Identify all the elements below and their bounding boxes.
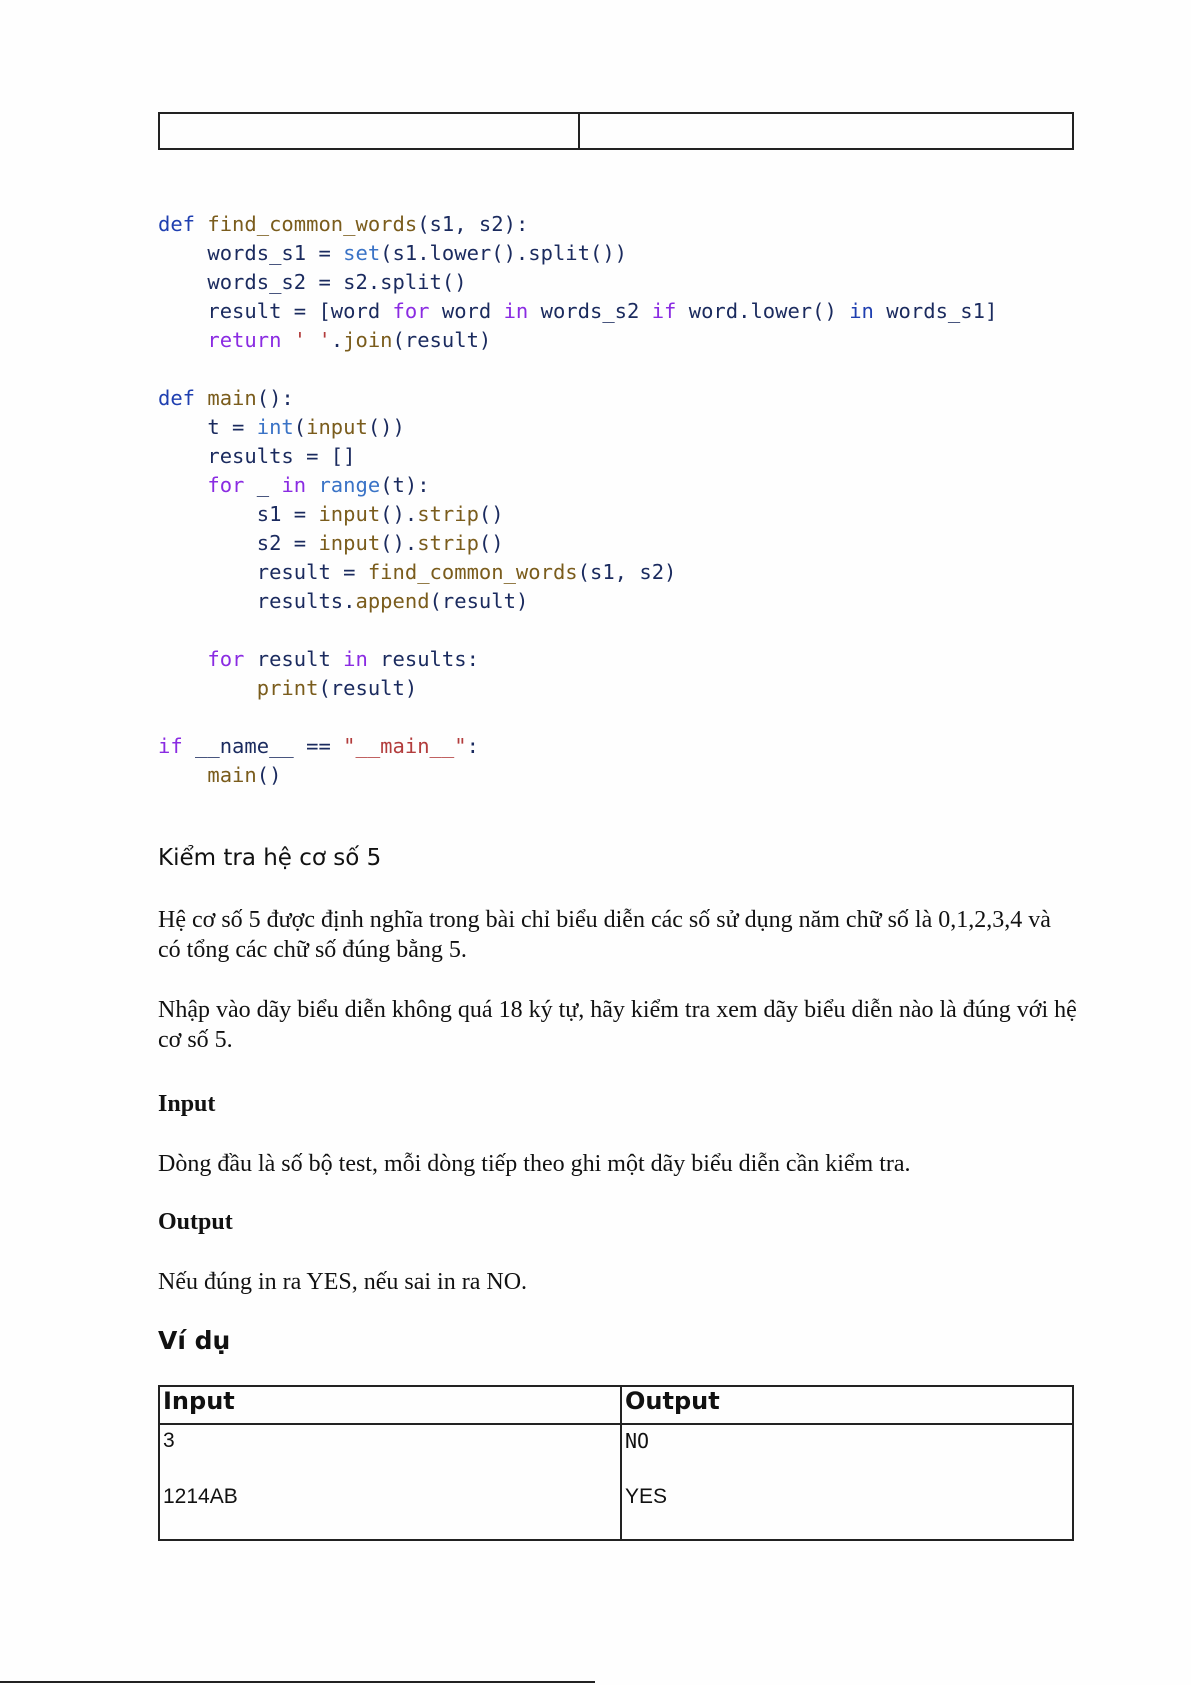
code-token: range — [318, 473, 381, 497]
code-token: (s1, s2) — [577, 560, 677, 584]
empty-cell-left — [159, 113, 579, 149]
code-token: (): — [256, 386, 294, 410]
code-token: word — [429, 299, 504, 323]
example-input-line: 1214AB — [163, 1485, 238, 1508]
problem-task: Nhập vào dãy biểu diễn không quá 18 ký tự, hãy kiểm tra xem dãy biểu diễn nào là đúng với hệ cơ số 5. — [158, 997, 1077, 1053]
code-line — [158, 297, 997, 326]
empty-header-table — [158, 112, 1074, 150]
code-token: (). — [380, 502, 418, 526]
code-token — [158, 473, 207, 497]
code-token: input — [318, 502, 381, 526]
code-token: (). — [380, 531, 418, 555]
code-line — [158, 761, 997, 790]
code-token — [158, 647, 207, 671]
code-token: () — [478, 531, 504, 555]
code-token: in — [343, 647, 368, 671]
example-input-line: 3 — [163, 1429, 175, 1452]
code-token: for — [207, 473, 245, 497]
code-line — [158, 268, 997, 297]
code-block — [158, 210, 997, 790]
code-token: main — [207, 386, 257, 410]
code-token — [306, 473, 318, 497]
code-token: results. — [158, 589, 356, 613]
code-token: __name__ == — [182, 734, 344, 758]
code-token: words_s2 = s2.split() — [158, 270, 467, 294]
output-description: Nếu đúng in ra YES, nếu sai in ra NO. — [158, 1269, 528, 1295]
code-token: int — [256, 415, 294, 439]
code-token: strip — [417, 531, 479, 555]
code-token — [158, 676, 257, 700]
code-token — [281, 328, 293, 352]
code-token: (t): — [380, 473, 430, 497]
code-token — [158, 763, 207, 787]
code-token: words_s1 = — [158, 241, 344, 265]
code-token: find_common_words — [207, 212, 418, 236]
code-token: () — [478, 502, 504, 526]
example-input-cell — [159, 1424, 621, 1540]
code-token: (result) — [318, 676, 418, 700]
code-token: def — [158, 386, 196, 410]
example-output-line: YES — [625, 1485, 668, 1508]
code-token: in — [849, 299, 874, 323]
code-token: set — [343, 241, 381, 265]
code-token: strip — [417, 502, 479, 526]
code-token: ' ' — [293, 328, 331, 352]
code-token: result = — [158, 560, 368, 584]
code-line — [158, 471, 997, 500]
code-token: append — [355, 589, 430, 613]
code-line — [158, 239, 997, 268]
example-header-output: Output — [621, 1386, 1073, 1424]
code-token: : — [466, 734, 479, 758]
code-token — [158, 328, 207, 352]
code-token: if — [651, 299, 677, 323]
code-token: results = [] — [158, 444, 356, 468]
code-line — [158, 703, 997, 732]
problem-title: Kiểm tra hệ cơ số 5 — [158, 845, 382, 871]
code-token: t = — [158, 415, 257, 439]
code-token: for — [392, 299, 430, 323]
code-token: ( — [293, 415, 307, 439]
code-line — [158, 326, 997, 355]
code-token: . — [330, 328, 344, 352]
code-token: s1 = — [158, 502, 319, 526]
code-line — [158, 442, 997, 471]
input-description: Dòng đầu là số bộ test, mỗi dòng tiếp theo ghi một dãy biểu diễn cần kiểm tra. — [158, 1151, 911, 1177]
code-line — [158, 587, 997, 616]
code-token — [195, 386, 207, 410]
code-token: input — [306, 415, 368, 439]
code-token: (s1, s2): — [417, 212, 529, 236]
code-token: return — [207, 328, 282, 352]
output-label: Output — [158, 1209, 233, 1235]
code-line — [158, 355, 997, 384]
code-token: in — [281, 473, 307, 497]
code-token: result = [word — [158, 299, 393, 323]
code-token: if — [158, 734, 183, 758]
code-token: (result) — [392, 328, 492, 352]
code-token: main — [207, 763, 257, 787]
code-token: s2 = — [158, 531, 319, 555]
code-token: results: — [367, 647, 479, 671]
input-label: Input — [158, 1091, 216, 1117]
code-line — [158, 616, 997, 645]
code-token: "__main__" — [343, 734, 467, 758]
code-token: def — [158, 212, 196, 236]
code-token: ()) — [367, 415, 405, 439]
code-line — [158, 500, 997, 529]
code-token: (s1.lower().split()) — [380, 241, 628, 265]
code-line — [158, 674, 997, 703]
code-line — [158, 558, 997, 587]
example-header-input: Input — [159, 1386, 621, 1424]
example-output-line: NO — [625, 1429, 650, 1453]
code-line — [158, 384, 997, 413]
code-token: _ — [244, 473, 282, 497]
code-line — [158, 645, 997, 674]
code-token: print — [256, 676, 319, 700]
code-token: word.lower() — [676, 299, 850, 323]
code-token: find_common_words — [367, 560, 578, 584]
code-token: for — [207, 647, 245, 671]
footer-rule — [0, 1681, 595, 1683]
code-token: in — [503, 299, 529, 323]
code-token: () — [256, 763, 282, 787]
code-token: result — [244, 647, 344, 671]
code-line — [158, 529, 997, 558]
example-table — [158, 1385, 1074, 1541]
code-line — [158, 413, 997, 442]
code-token — [195, 212, 207, 236]
problem-description: Hệ cơ số 5 được định nghĩa trong bài chỉ biểu diễn các số sử dụng năm chữ số là 0,1,2,3,4 và có tổng các chữ số đúng bằng 5. — [158, 907, 1051, 963]
code-token: join — [343, 328, 393, 352]
example-title: Ví dụ — [158, 1326, 231, 1355]
code-token: words_s1] — [873, 299, 998, 323]
code-token: (result) — [429, 589, 529, 613]
example-output-cell — [621, 1424, 1073, 1540]
code-token: words_s2 — [528, 299, 652, 323]
code-line — [158, 210, 997, 239]
code-token: input — [318, 531, 381, 555]
code-line — [158, 732, 997, 761]
empty-cell-right — [579, 113, 1073, 149]
